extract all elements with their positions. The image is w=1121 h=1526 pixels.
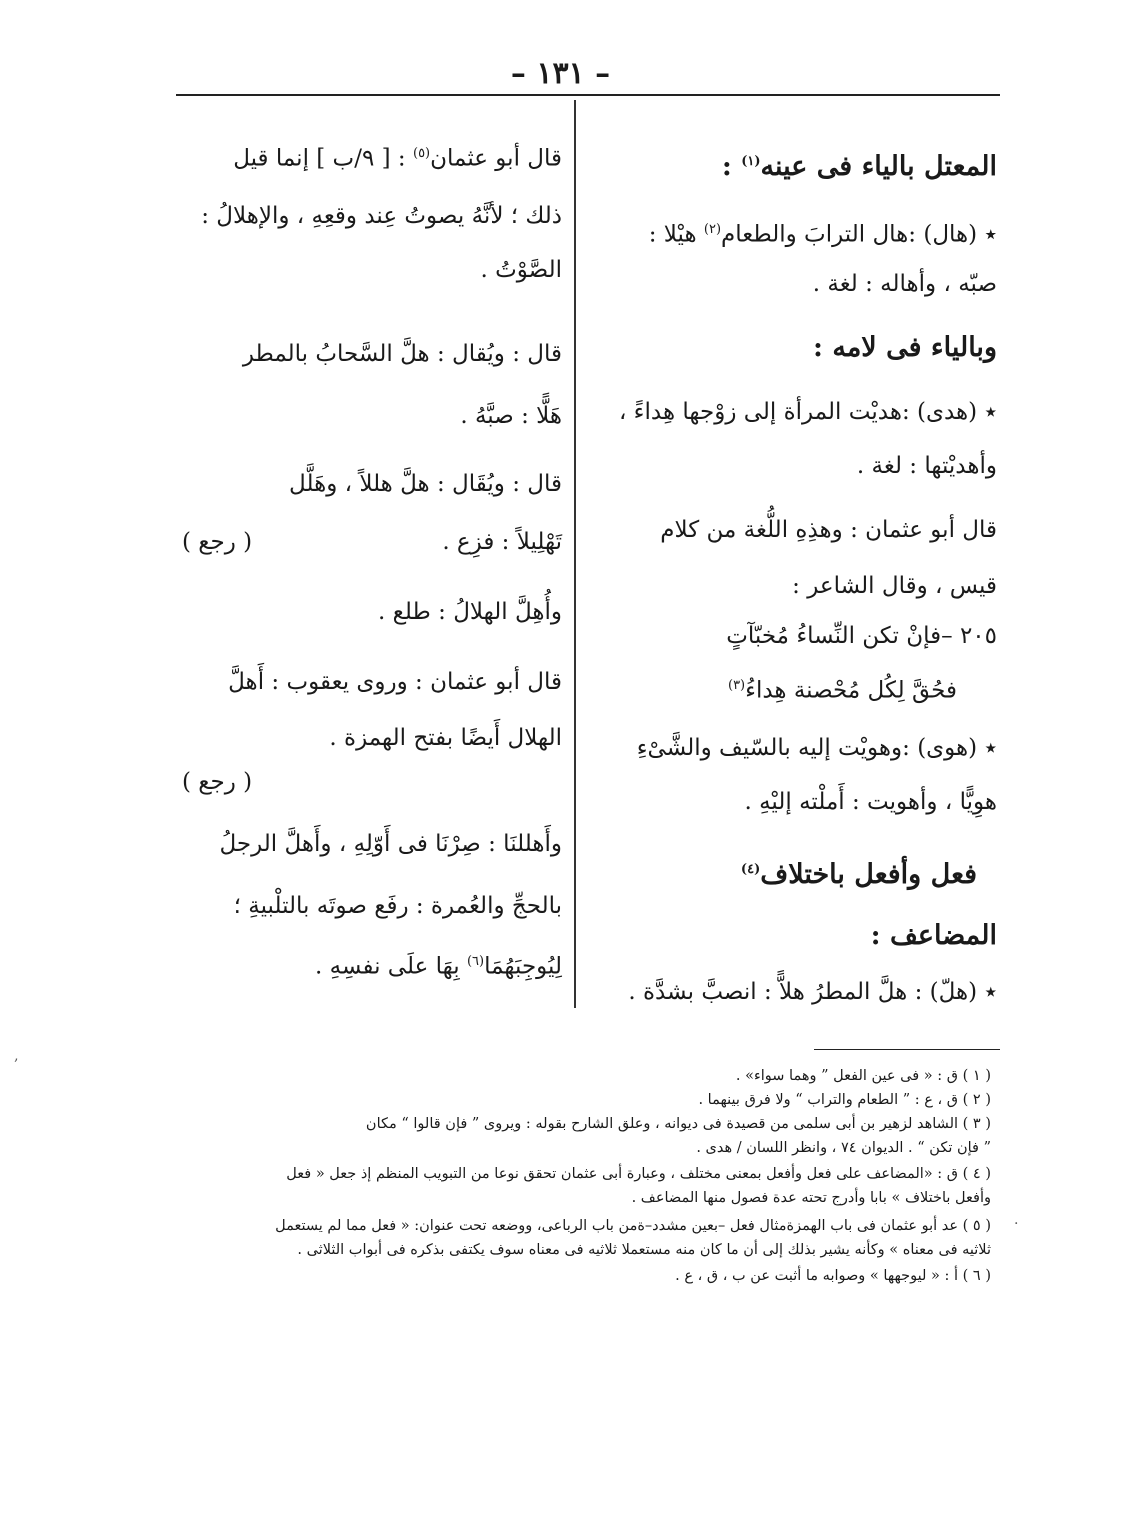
column-divider xyxy=(574,100,576,1008)
footnote: ( ٣ ) الشاهد لزهير بن أبى سلمى من قصيدة فى ديوانه ، وعلق الشارح بقوله : ويروى ” فإن قالوا “ مكان xyxy=(365,1116,991,1132)
entry-line: وأَهللنَا : صِرْنَا فى أَوّلِهِ ، وأَهلَّ الرجلُ xyxy=(219,831,562,857)
footnote: ( ١ ) ق : « فى عين الفعل ” وهما سواء» . xyxy=(735,1068,991,1084)
entry-line: ٭ (هال) :هال الترابَ والطعام$^{(٢)}$ هيْلا : xyxy=(648,221,997,248)
entry-line: ٭ (هوى) :وهويْت إليه بالسّيف والشَّىْءِ xyxy=(636,735,997,761)
footnote: ( ٥ ) عد أبو عثمان فى باب الهمزةمثال فعل –بعين مشدد–ةمن باب الرباعى، ووضعه تحت عنوان: « فعل مما لم يستعمل xyxy=(275,1218,991,1234)
entry-line: وأُهِلَّ الهلالُ : طلع . xyxy=(378,599,562,625)
section-heading: فعل وأفعل باختلاف$^{(٤)}$ xyxy=(740,859,977,890)
entry-line: ذلك ؛ لأنَّهُ يصوتُ عِند وقعِهِ ، والإهلالُ : xyxy=(201,203,562,229)
footnote-ref: (٦) xyxy=(466,954,485,969)
entry-line: ٭ (هدى) :هديْت المرأة إلى زوْجها هِداءً ، xyxy=(618,399,997,425)
footnote-ref: (٣) xyxy=(727,678,746,693)
section-heading: المعتل بالياء فى عينه$^{(١)}$ : xyxy=(721,151,997,182)
section-heading: المضاعف : xyxy=(870,920,997,951)
footnote: ( ٢ ) ق ، ع : ” الطعام والتراب “ ولا فرق بينهما . xyxy=(698,1092,991,1108)
footnote: ( ٦ ) أ : « ليوجهها » وصوابه ما أثبت عن ب ، ق ، ع . xyxy=(675,1268,991,1284)
verse-line: فحُقَّ لِكُل مُحْصنة هِداءُ$^{(٣)}$ xyxy=(727,677,957,704)
footnote: ( ٤ ) ق : «المضاعف على فعل وأفعل بمعنى مختلف ، وعبارة أبى عثمان تحقق نوعا من التبويب المنظم إذ جعل « فعل xyxy=(286,1166,991,1182)
entry-line: الصَّوْتُ . xyxy=(480,257,562,283)
entry-line: تَهْلِيلاً : فزِع . xyxy=(442,529,562,555)
footnote-rule xyxy=(814,1049,1000,1050)
footnote: وأفعل باختلاف » بابا وأدرج تحته عدة فصول منها المضاعف . xyxy=(631,1190,991,1206)
entry-line: بالحجِّ والعُمرة : رفَع صوتَه بالتلْبيةِ ؛ xyxy=(233,893,562,919)
entry-line: الهلال أَيضًا بفتح الهمزة . xyxy=(329,725,562,751)
entry-line: هَلًّا : صبَّهُ . xyxy=(460,403,562,429)
return-marker: ( رجع ) xyxy=(182,529,253,555)
scan-mark: . xyxy=(1014,1212,1019,1228)
footnote: ” فإن تكن “ . الديوان ٧٤ ، وانظر اللسان / هدى . xyxy=(696,1140,991,1156)
entry-line: هوِيًّا ، وأهويت : أَملْته إليْهِ . xyxy=(744,789,997,815)
verse-line: ٢٠٥ –فإنْ تكن النِّساءُ مُخبّآتٍ xyxy=(726,623,997,649)
entry-line: قال أبو عثمان$^{(٥)}$ : [ ٩/ب ] إنما قيل xyxy=(233,145,562,172)
footnote-ref: (٥) xyxy=(412,146,431,161)
entry-line: قال : ويُقَال : هلَّ هللاً ، وهَلَّل xyxy=(289,471,562,497)
footnote-ref: (٢) xyxy=(703,222,722,237)
entry-line: صبّه ، وأهاله : لغة . xyxy=(812,271,997,297)
header-rule xyxy=(176,94,1000,96)
footnote-ref: (٤) xyxy=(740,862,761,877)
scan-mark: ‚ xyxy=(14,1048,19,1064)
entry-line: وأهديْتها : لغة . xyxy=(856,453,997,479)
return-marker: ( رجع ) xyxy=(182,769,253,795)
page-number: – ١٣١ – xyxy=(510,56,611,91)
entry-line: قيس ، وقال الشاعر : xyxy=(792,573,997,599)
footnote-ref: (١) xyxy=(741,154,761,169)
entry-line: ٭ (هلّ) : هلَّ المطرُ هلاًّ : انصبَّ بشدَّة . xyxy=(628,979,997,1005)
entry-line: قال أبو عثمان : وروى يعقوب : أَهلَّ xyxy=(228,669,562,695)
entry-line: قال : ويُقال : هلَّ السَّحابُ بالمطر xyxy=(242,341,562,367)
entry-line: قال أبو عثمان : وهذِهِ اللُّغة من كلام xyxy=(660,517,997,543)
entry-line: لِيُوجِبَهُمَا$^{(٦)}$ بِهَا علَى نفسِهِ . xyxy=(314,953,562,980)
footnote: ثلاثيه فى معناه » وكأنه يشير بذلك إلى أن ما كان منه مستعملا ثلاثيه فى معناه سوف يكتفى بذكره فى أبواب الثلاثى . xyxy=(297,1242,991,1258)
section-heading: وبالياء فى لامه : xyxy=(813,332,997,363)
